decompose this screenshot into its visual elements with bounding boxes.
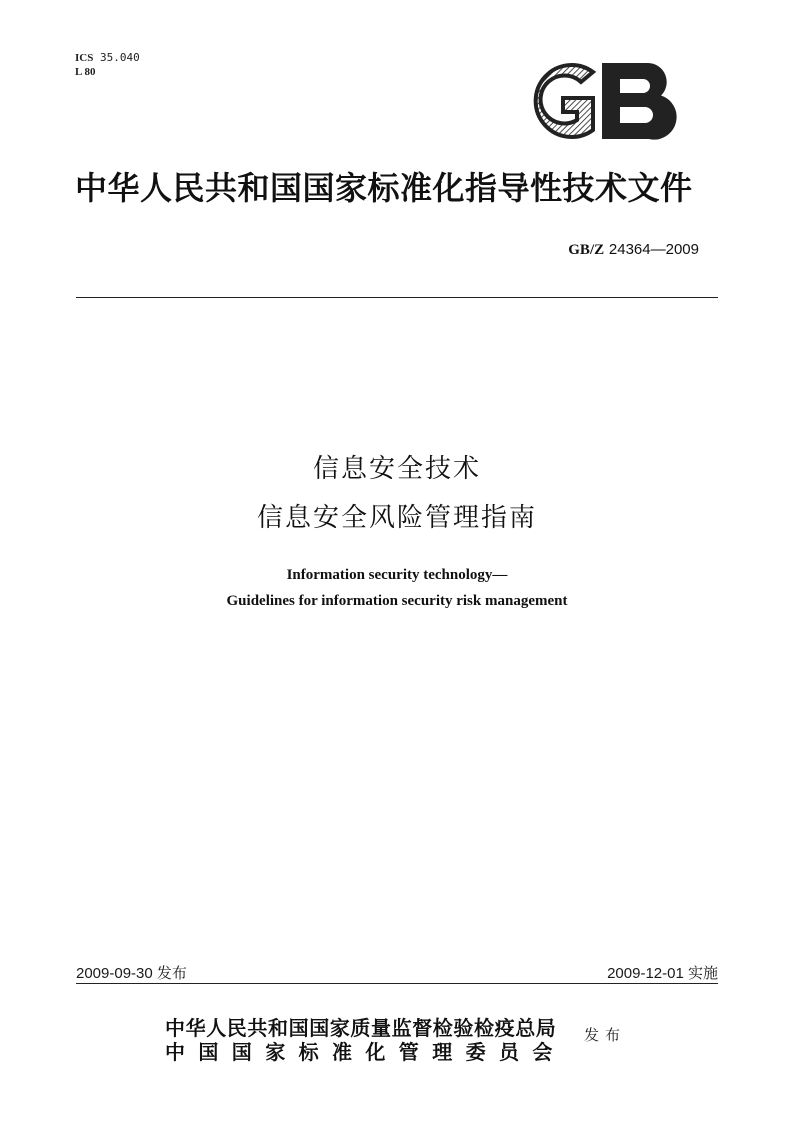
standard-type-heading: 中华人民共和国国家标准化指导性技术文件 (75, 169, 693, 207)
title-en-line1: Information security technology— (286, 567, 508, 583)
ics-code (75, 51, 140, 65)
title-cn-line2: 信息安全风险管理指南 (256, 503, 537, 533)
title-en-line2: Guidelines for information security risk management (226, 593, 568, 609)
publish-label: 发布 (584, 1026, 627, 1044)
title-cn-line1: 信息安全技术 (312, 454, 481, 484)
ccs-code (75, 65, 140, 79)
ics-value: 35.040 (99, 51, 140, 64)
standard-number-prefix: GB/Z (568, 242, 605, 258)
standard-number (568, 240, 699, 259)
issuer-line1: 中华人民共和国国家质量监督检验检疫总局 (165, 1016, 557, 1040)
issue-date: 2009-09-30 发布 (76, 965, 187, 982)
classification-codes (75, 51, 140, 79)
footer-divider (76, 983, 718, 984)
header-divider (76, 297, 718, 298)
ccs-value: L 80 (75, 66, 96, 78)
ics-label: ICS (75, 52, 94, 64)
implementation-date: 2009-12-01 实施 (607, 965, 718, 982)
gb-logo (519, 60, 677, 142)
issuer-line2: 中国国家标准化管理委员会 (165, 1040, 566, 1064)
standard-number-code: 24364—2009 (608, 241, 699, 258)
